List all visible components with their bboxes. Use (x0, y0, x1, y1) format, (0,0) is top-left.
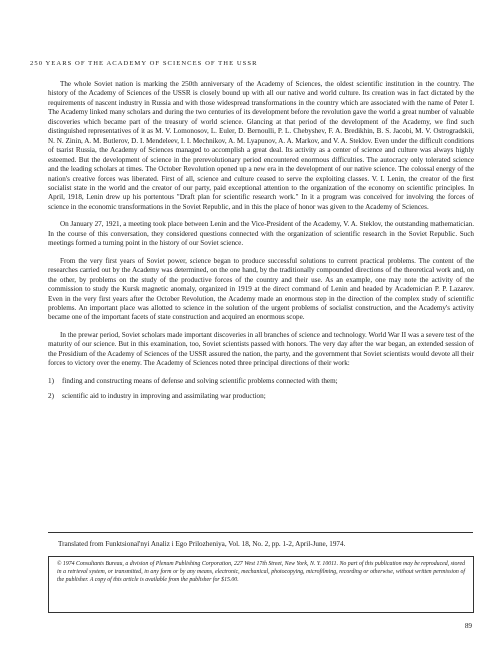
translation-note: Translated from Funktsional'nyi Analiz i Ego Prilozheniya, Vol. 18, No. 2, pp. 1-2, April-June, 1974. (58, 540, 346, 548)
copyright-notice: © 1974 Consultants Bureau, a division of Plenum Publishing Corporation, 227 West 17th Street, New York, N. Y. 10011. No part of this publication may be reproduced, stored in a retrieval system, or transmitted, in any form or by any means, electronic, mechanical, photocopying, microfilming, recording or otherwise, without written permission of the publisher. A copy of this article is available from the publisher for $15.00. (57, 561, 465, 583)
paragraph-4: In the prewar period, Soviet scholars made important discoveries in all branches of science and technology. World War II was a severe test of the maturity of our science. But in this examination, too, Soviet scientists passed with honors. The very day after the war began, an extended session of the Presidium of the Academy of Sciences of the USSR assured the nation, the party, and the government that Soviet scientists would devote all their forces to victory over the enemy. The Academy of Sciences noted three principal directions of their work: (48, 330, 474, 368)
paragraph-3: From the very first years of Soviet power, science began to produce successful solutions to current practical problems. The content of the researches carried out by the Academy was determined, on the one hand, by the traditionally compounded directions of the theoretical work and, on the other, by problems on the study of the productive forces of the country and their use. As an example, one may note the activity of the commission to study the Kursk magnetic anomaly, organized in 1919 at the direct command of Lenin and headed by Academician P. P. Lazarev. Even in the very first years after the October Revolution, the Academy made an enormous step in the direction of the complex study of scientific problems. An important place was allotted to science in the solution of the urgent problems of socialist construction, and the Academy's activity became one of the important facets of state construction and acquired an enormous scope. (48, 256, 474, 322)
list-item-number: 1) (48, 376, 54, 385)
running-head: 250 YEARS OF THE ACADEMY OF SCIENCES OF THE USSR (30, 60, 258, 67)
directions-list (48, 377, 474, 402)
copyright-box (48, 556, 474, 613)
list-item (48, 392, 474, 401)
article-body (48, 80, 474, 408)
paragraph-2: On January 27, 1921, a meeting took place between Lenin and the Vice-President of the Academy, V. A. Steklov, the outstanding mathematician. In the course of this conversation, they considered questions connected with the organization of scientific research in the Soviet Republic. Such meetings formed a turning point in the history of our Soviet science. (48, 220, 474, 248)
list-item (48, 377, 474, 386)
list-item-number: 2) (48, 392, 54, 401)
divider-rule (48, 532, 473, 533)
page-number: 89 (464, 622, 472, 630)
list-item-text: finding and constructing means of defense and solving scientific problems connected with them; (62, 376, 338, 385)
paragraph-1: The whole Soviet nation is marking the 250th anniversary of the Academy of Sciences, the oldest scientific institution in the country. The history of the Academy of Sciences of the USSR is closely bound up with all our native and world culture. Its creation was in fact dictated by the requirements of nascent industry in Russia and with those widespread transformations in the country which are associated with the name of Peter I. The Academy linked many scholars and during the two centuries of its development before the revolution gave the world a great number of valuable discoveries which became part of the treasury of world science. Glancing at that period of the development of the Academy, we find such distinguished representatives of it as M. V. Lomonosov, L. Euler, D. Bernoulli, P. L. Chebyshev, F. A. Bredikhin, B. S. Jacobi, M. V. Ostrogradskii, N. N. Zinin, A. M. Butlerov, D. I. Mendeleev, I. I. Mechnikov, A. M. Lyapunov, A. A. Markov, and V. A. Steklov. Even under the difficult conditions of tsarist Russia, the Academy of Sciences managed to accomplish a great deal. Its activity as a center of science and culture was always highly esteemed. But the development of science in the prerevolutionary period encountered enormous difficulties. The autocracy only tolerated science and the leading scholars at times. The October Revolution opened up a new era in the development of our native science. The colossal energy of the nation's creative forces was liberated. First of all, science and culture ceased to serve the exploiting classes. V. I. Lenin, the creator of the first socialist state in the world and the creator of our party, paid exceptional attention to the organization of the economy on scientific principles. In April, 1918, Lenin drew up his portentous "Draft plan for scientific research work." In it a program was conceived for involving the forces of science in the economic transformations in the Soviet Republic, and in this the place of honor was given to the Academy of Sciences. (48, 80, 474, 211)
list-item-text: scientific aid to industry in improving and assimilating war production; (62, 392, 266, 401)
